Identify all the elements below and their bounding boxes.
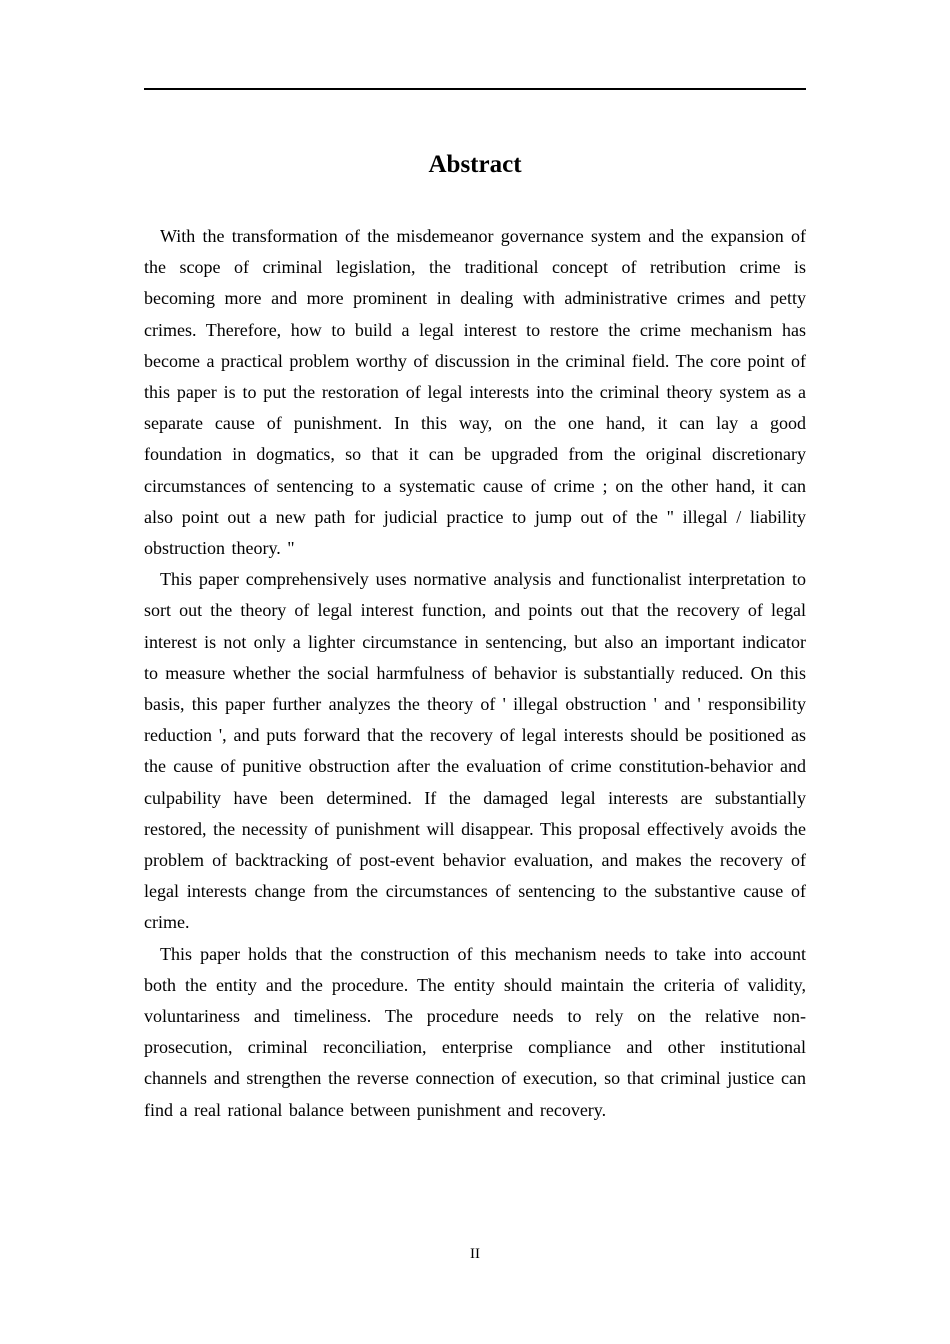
- page-title: Abstract: [428, 151, 522, 178]
- abstract-paragraph-1: With the transformation of the misdemeanor governance system and the expansion of the scope of criminal legislation, the traditional concept of retribution crime is becoming more and more prominent in dealing with administrative crimes and petty crimes. Therefore, how to build a legal interest to restore the crime mechanism has become a practical problem worthy of discussion in the criminal field. The core point of this paper is to put the restoration of legal interests into the criminal theory system as a separate cause of punishment. In this way, on the one hand, it can lay a good foundation in dogmatics, so that it can be upgraded from the original discretionary circumstances of sentencing to a systematic cause of crime ; on the other hand, it can also point out a new path for judicial practice to jump out of the " illegal / liability obstruction theory. ": [144, 226, 806, 559]
- abstract-body: [144, 221, 806, 1126]
- page-number: II: [470, 1246, 480, 1262]
- abstract-paragraph-2: This paper comprehensively uses normative analysis and functionalist interpretation to sort out the theory of legal interest function, and points out that the recovery of legal interest is not only a lighter circumstance in sentencing, but also an important indicator to measure whether the social harmfulness of behavior is substantially reduced. On this basis, this paper further analyzes the theory of ' illegal obstruction ' and ' responsibility reduction ', and puts forward that the recovery of legal interests should be positioned as the cause of punitive obstruction after the evaluation of crime constitution-behavior and culpability have been determined. If the damaged legal interests are substantially restored, the necessity of punishment will disappear. This proposal effectively avoids the problem of backtracking of post-event behavior evaluation, and makes the recovery of legal interests change from the circumstances of sentencing to the substantive cause of crime.: [144, 569, 806, 933]
- abstract-paragraph-3: This paper holds that the construction of this mechanism needs to take into account both the entity and the procedure. The entity should maintain the criteria of validity, voluntariness and timeliness. The procedure needs to rely on the relative non-prosecution, criminal reconciliation, enterprise compliance and other institutional channels and strengthen the reverse connection of execution, so that criminal justice can find a real rational balance between punishment and recovery.: [144, 943, 806, 1120]
- header-rule: [144, 88, 806, 90]
